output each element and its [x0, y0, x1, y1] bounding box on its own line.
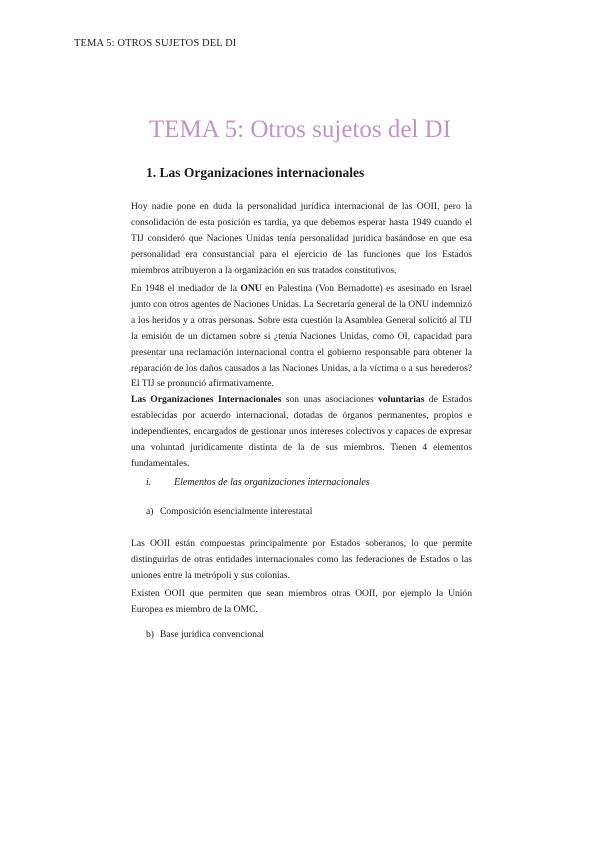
section-heading: 1. Las Organizaciones internacionales	[146, 165, 365, 180]
bold-term: voluntarias	[378, 394, 425, 405]
subsection-label: Elementos de las organizaciones internacionales	[174, 477, 370, 488]
list-item-label: Composición esencialmente interestatal	[160, 506, 313, 517]
paragraph-text: en Palestina (Von Bernadotte) es asesinado en Israel junto con otros agentes de Naciones Unidas. La Secretaría general de la ONU indemnizó a los heridos y a otras personas. Sobre esta cuestión la Asamblea General solicitó al TIJ la emisión de un dictamen sobre si ¿tenía Naciones Unidas, como OI, capacidad para presentar una reclamación internacional contra el gobierno responsable para obtener la reparación de los daños causados a las Naciones Unidas, a la víctima o a sus herederos? El TIJ se pronunció afirmativamente.	[131, 283, 472, 390]
running-header: TEMA 5: OTROS SUJETOS DEL DI	[74, 38, 237, 49]
list-item	[146, 506, 312, 517]
list-marker: b)	[146, 629, 154, 640]
paragraph-text: En 1948 el mediador de la	[131, 283, 241, 294]
subsection-number: i.	[146, 477, 152, 488]
bold-term: Las Organizaciones Internacionales	[131, 394, 282, 405]
list-item	[146, 629, 264, 640]
paragraph-personality: Hoy nadie pone en duda la personalidad jurídica internacional de las OOII, pero la consolidación de esta posición es tardía, ya que debemos esperar hasta 1949 cuando el TIJ consideró que Naciones Unidas tenía personalidad jurídica basándose en que esa personalidad era consustancial para el ejercicio de las funciones que los Estados miembros atribuyeron a la organización en sus tratados constitutivos.	[131, 201, 472, 276]
bold-term: ONU	[240, 283, 262, 294]
list-item-label: Base jurídica convencional	[160, 629, 264, 640]
paragraph-membership: Existen OOII que permiten que sean miembros otras OOII, por ejemplo la Unión Europea es miembro de la OMC.	[131, 588, 472, 615]
paragraph-definition	[131, 392, 472, 472]
document-title: TEMA 5: Otros sujetos del DI	[148, 116, 452, 143]
paragraph-composition: Las OOII están compuestas principalmente por Estados soberanos, lo que permite distinguirlas de otras entidades internacionales como las federaciones de Estados o las uniones entre la metrópoli y sus colonias.	[131, 538, 472, 581]
subsection-heading	[146, 477, 370, 488]
paragraph-bernadotte	[131, 281, 472, 392]
paragraph-text: son unas asociaciones	[281, 394, 379, 405]
paragraph-text: de Estados establecidas por acuerdo internacional, dotadas de órganos permanentes, propios e independientes, encargados de gestionar unos intereses colectivos y capaces de expresar una voluntad jurídicamente distinta de la de sus miembros. Tienen 4 elementos fundamentales.	[131, 394, 472, 469]
list-marker: a)	[146, 506, 154, 517]
